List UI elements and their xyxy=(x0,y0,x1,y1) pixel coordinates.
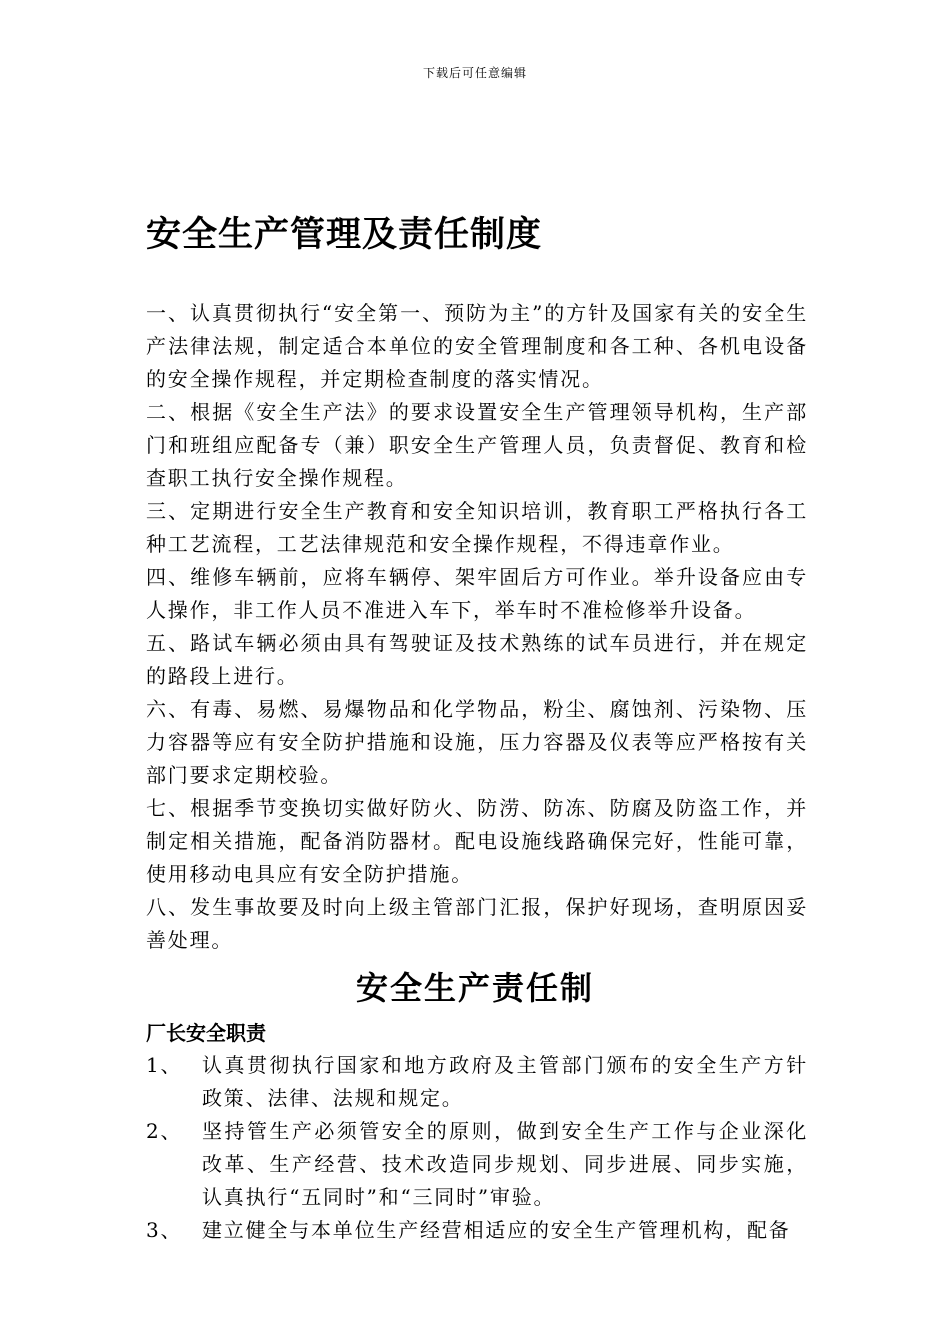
sub-heading: 厂长安全职责 xyxy=(146,1021,266,1045)
duty-list xyxy=(146,1049,808,1247)
list-item-text: 认真贯彻执行国家和地方政府及主管部门颁布的安全生产方针政策、法律、法规和规定。 xyxy=(202,1053,808,1110)
list-item-number: 2、 xyxy=(146,1119,183,1143)
section-title: 安全生产责任制 xyxy=(355,969,594,1007)
page-title: 安全生产管理及责任制度 xyxy=(146,215,543,255)
regulation-paragraph: 六、有毒、易燃、易爆物品和化学物品，粉尘、腐蚀剂、污染物、压力容器等应有安全防护措施和设施，压力容器及仪表等应严格按有关部门要求定期校验。 xyxy=(146,697,808,787)
regulation-paragraph: 三、定期进行安全生产教育和安全知识培训，教育职工严格执行各工种工艺流程，工艺法律规范和安全操作规程，不得违章作业。 xyxy=(146,499,808,556)
regulation-paragraph: 一、认真贯彻执行“安全第一、预防为主”的方针及国家有关的安全生产法律法规，制定适合本单位的安全管理制度和各工种、各机电设备的安全操作规程，并定期检查制度的落实情况。 xyxy=(146,301,808,391)
list-item xyxy=(146,1115,808,1214)
list-item xyxy=(146,1214,808,1247)
regulation-paragraph: 二、根据《安全生产法》的要求设置安全生产管理领导机构，生产部门和班组应配备专（兼）职安全生产管理人员，负责督促、教育和检查职工执行安全操作规程。 xyxy=(146,400,808,490)
regulation-paragraph: 四、维修车辆前，应将车辆停、架牢固后方可作业。举升设备应由专人操作，非工作人员不准进入车下，举车时不准检修举升设备。 xyxy=(146,565,808,622)
list-item-text: 坚持管生产必须管安全的原则，做到安全生产工作与企业深化改革、生产经营、技术改造同步规划、同步进展、同步实施，认真执行“五同时”和“三同时”审验。 xyxy=(202,1119,808,1209)
regulation-paragraph: 七、根据季节变换切实做好防火、防涝、防冻、防腐及防盗工作，并制定相关措施，配备消防器材。配电设施线路确保完好，性能可靠，使用移动电具应有安全防护措施。 xyxy=(146,796,808,886)
list-item-number: 3、 xyxy=(146,1218,183,1242)
list-item xyxy=(146,1049,808,1115)
regulation-paragraph: 八、发生事故要及时向上级主管部门汇报，保护好现场，查明原因妥善处理。 xyxy=(146,895,808,952)
list-item-number: 1、 xyxy=(146,1053,183,1077)
list-item-text: 建立健全与本单位生产经营相适应的安全生产管理机构，配备 xyxy=(202,1218,791,1242)
page-header-note: 下载后可任意编辑 xyxy=(422,66,527,80)
regulation-paragraph: 五、路试车辆必须由具有驾驶证及技术熟练的试车员进行，并在规定的路段上进行。 xyxy=(146,631,808,688)
regulation-body xyxy=(146,297,808,957)
